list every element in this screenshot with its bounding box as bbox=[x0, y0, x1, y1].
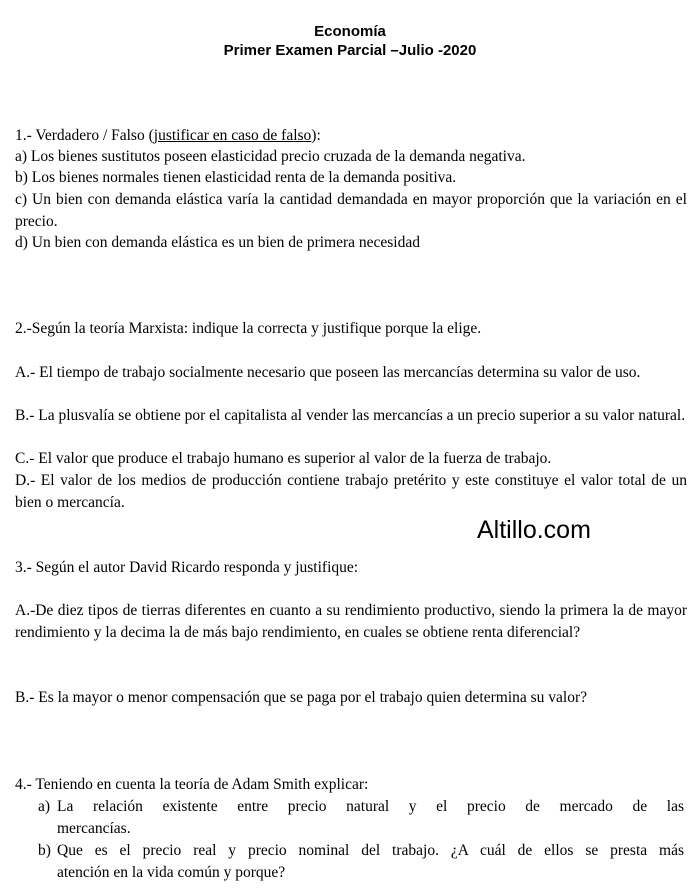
question-3-part-b: B.- Es la mayor o menor compensación que se paga por el trabajo quien determina su valor? bbox=[15, 689, 588, 706]
question-3-part-a: A.-De diez tipos de tierras diferentes en cuanto a su rendimiento productivo, siendo la primera la de mayor rendimiento y la decima la de más bajo rendimiento, en cuales se obtiene renta diferencial? bbox=[15, 602, 687, 641]
question-1-instruction: justificar en caso de falso bbox=[153, 127, 312, 144]
question-1-item-c: c) Un bien con demanda elástica varía la cantidad demandada en mayor proporción que la variación en el precio. bbox=[15, 191, 687, 230]
question-2-option-a: A.- El tiempo de trabajo socialmente necesario que poseen las mercancías determina su valor de uso. bbox=[15, 364, 641, 381]
question-2-option-c: C.- El valor que produce el trabajo humano es superior al valor de la fuerza de trabajo. bbox=[15, 450, 552, 467]
exam-title: Primer Examen Parcial –Julio -2020 bbox=[223, 42, 477, 59]
question-4-item-a-marker: a) bbox=[38, 798, 51, 815]
watermark: Altillo.com bbox=[477, 516, 591, 544]
question-2-title: 2.-Según la teoría Marxista: indique la correcta y justifique porque la elige. bbox=[15, 320, 482, 337]
question-1-item-a: a) Los bienes sustitutos poseen elasticidad precio cruzada de la demanda negativa. bbox=[15, 148, 526, 165]
question-1-item-d: d) Un bien con demanda elástica es un bien de primera necesidad bbox=[15, 234, 420, 251]
question-2-option-d: D.- El valor de los medios de producción contiene trabajo pretérito y este constituye el valor total de un bien o mercancía. bbox=[15, 472, 687, 511]
question-4-item-a: a) La relación existente entre precio natural y el precio de mercado de las mercancías. bbox=[38, 798, 684, 837]
question-3-title: 3.- Según el autor David Ricardo responda y justifique: bbox=[15, 559, 359, 576]
question-4-title: 4.- Teniendo en cuenta la teoría de Adam Smith explicar: bbox=[15, 776, 369, 793]
question-4-item-b-marker: b) bbox=[38, 842, 51, 859]
question-1-item-b: b) Los bienes normales tienen elasticidad renta de la demanda positiva. bbox=[15, 169, 457, 186]
question-1-title: 1.- Verdadero / Falso (justificar en caso de falso): bbox=[15, 127, 321, 144]
question-2-option-b: B.- La plusvalía se obtiene por el capitalista al vender las mercancías a un precio superior a su valor natural. bbox=[15, 407, 686, 424]
subject-title: Economía bbox=[314, 23, 386, 40]
question-4-item-b: b) Que es el precio real y precio nominal del trabajo. ¿A cuál de ellos se presta más atención en la vida común y porque? bbox=[38, 842, 684, 881]
